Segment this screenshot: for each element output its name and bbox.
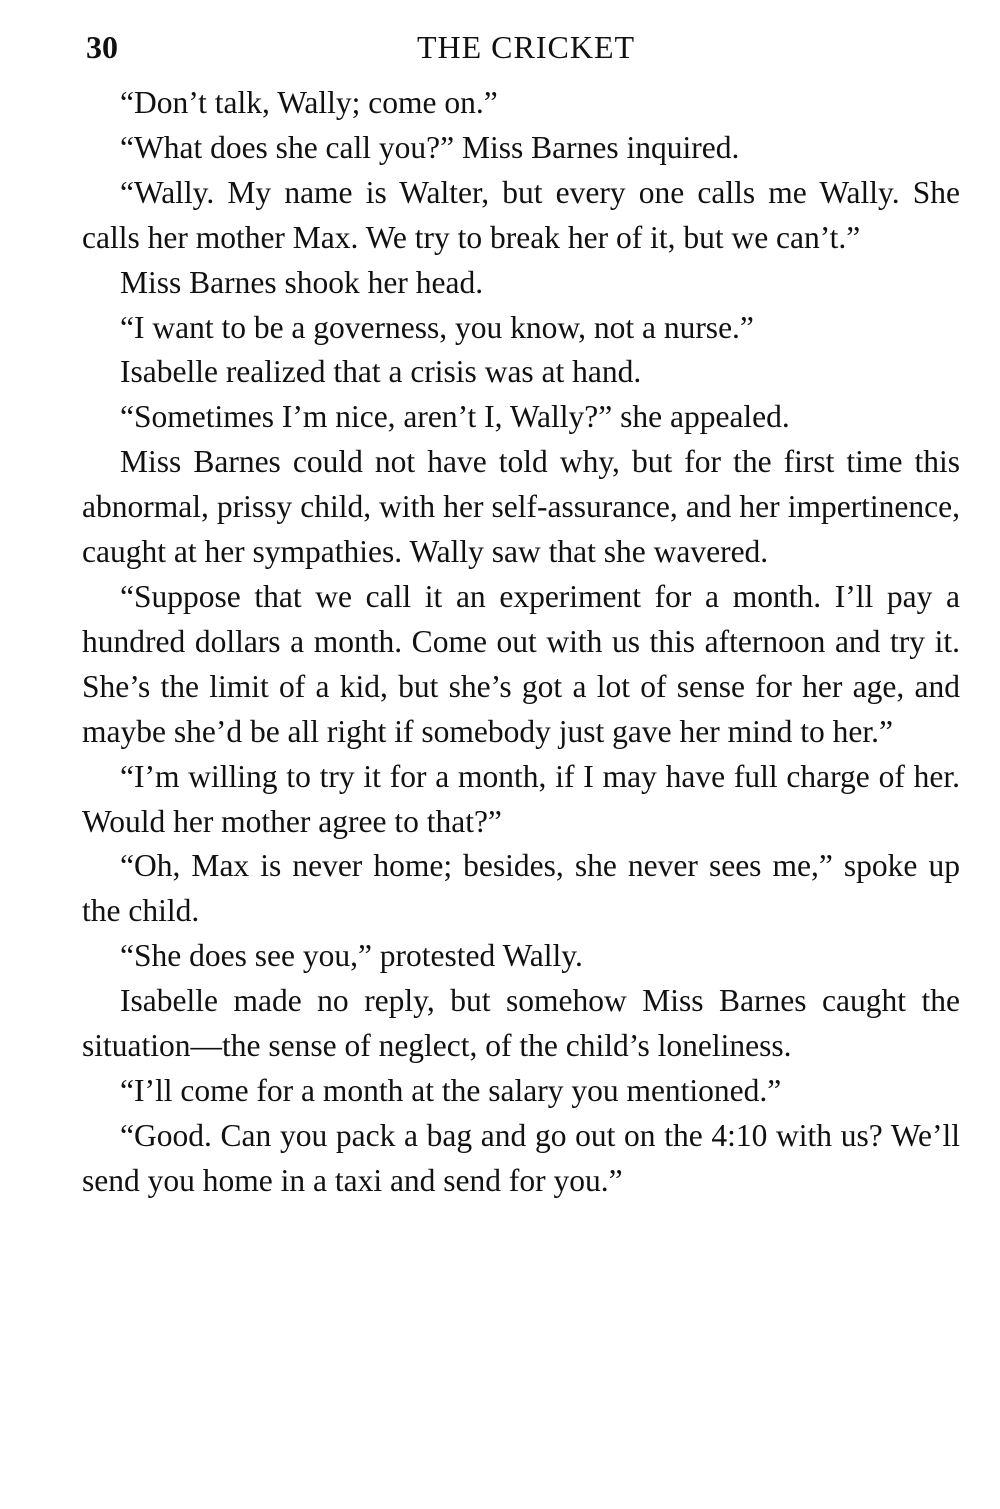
paragraph: “Suppose that we call it an experiment for a month. I’ll pay a hundred dollars a month. Come out with us this afternoon and try it. She’s the limit of a kid, but she’s got a lot of sense for her age, and maybe she’d be all right if somebody just gave her mind to her.” [82,578,960,749]
paragraph: “She does see you,” protested Wally. [120,938,583,974]
paragraph: “Sometimes I’m nice, aren’t I, Wally?” she appealed. [120,399,790,435]
paragraph: “Wally. My name is Walter, but every one calls me Wally. She calls her mother Max. We try to break her of it, but we can’t.” [82,174,960,255]
running-head [82,25,960,75]
paragraph: “Don’t talk, Wally; come on.” [120,85,498,120]
paragraph: “I want to be a governess, you know, not a nurse.” [120,309,754,345]
paragraph: “I’ll come for a month at the salary you mentioned.” [120,1072,782,1108]
paragraph: “What does she call you?” Miss Barnes inquired. [120,129,740,165]
paragraph: Isabelle made no reply, but somehow Miss Barnes caught the situation—the sense of neglect, of the child’s loneliness. [82,983,960,1064]
paragraph: Isabelle realized that a crisis was at hand. [120,354,642,390]
paragraph: “Oh, Max is never home; besides, she never sees me,” spoke up the child. [82,848,960,929]
body-text [82,81,960,1204]
paragraph: “Good. Can you pack a bag and go out on the 4:10 with us? We’ll send you home in a taxi and send for you.” [82,1117,960,1198]
book-title: THE CRICKET [416,29,636,65]
paragraph: “I’m willing to try it for a month, if I may have full charge of her. Would her mother agree to that?” [82,758,960,839]
page-number: 30 [86,29,118,65]
paragraph: Miss Barnes could not have told why, but for the first time this abnormal, prissy child, with her self-assurance, and her impertinence, caught at her sympathies. Wally saw that she wavered. [82,444,960,570]
paragraph: Miss Barnes shook her head. [120,264,484,300]
